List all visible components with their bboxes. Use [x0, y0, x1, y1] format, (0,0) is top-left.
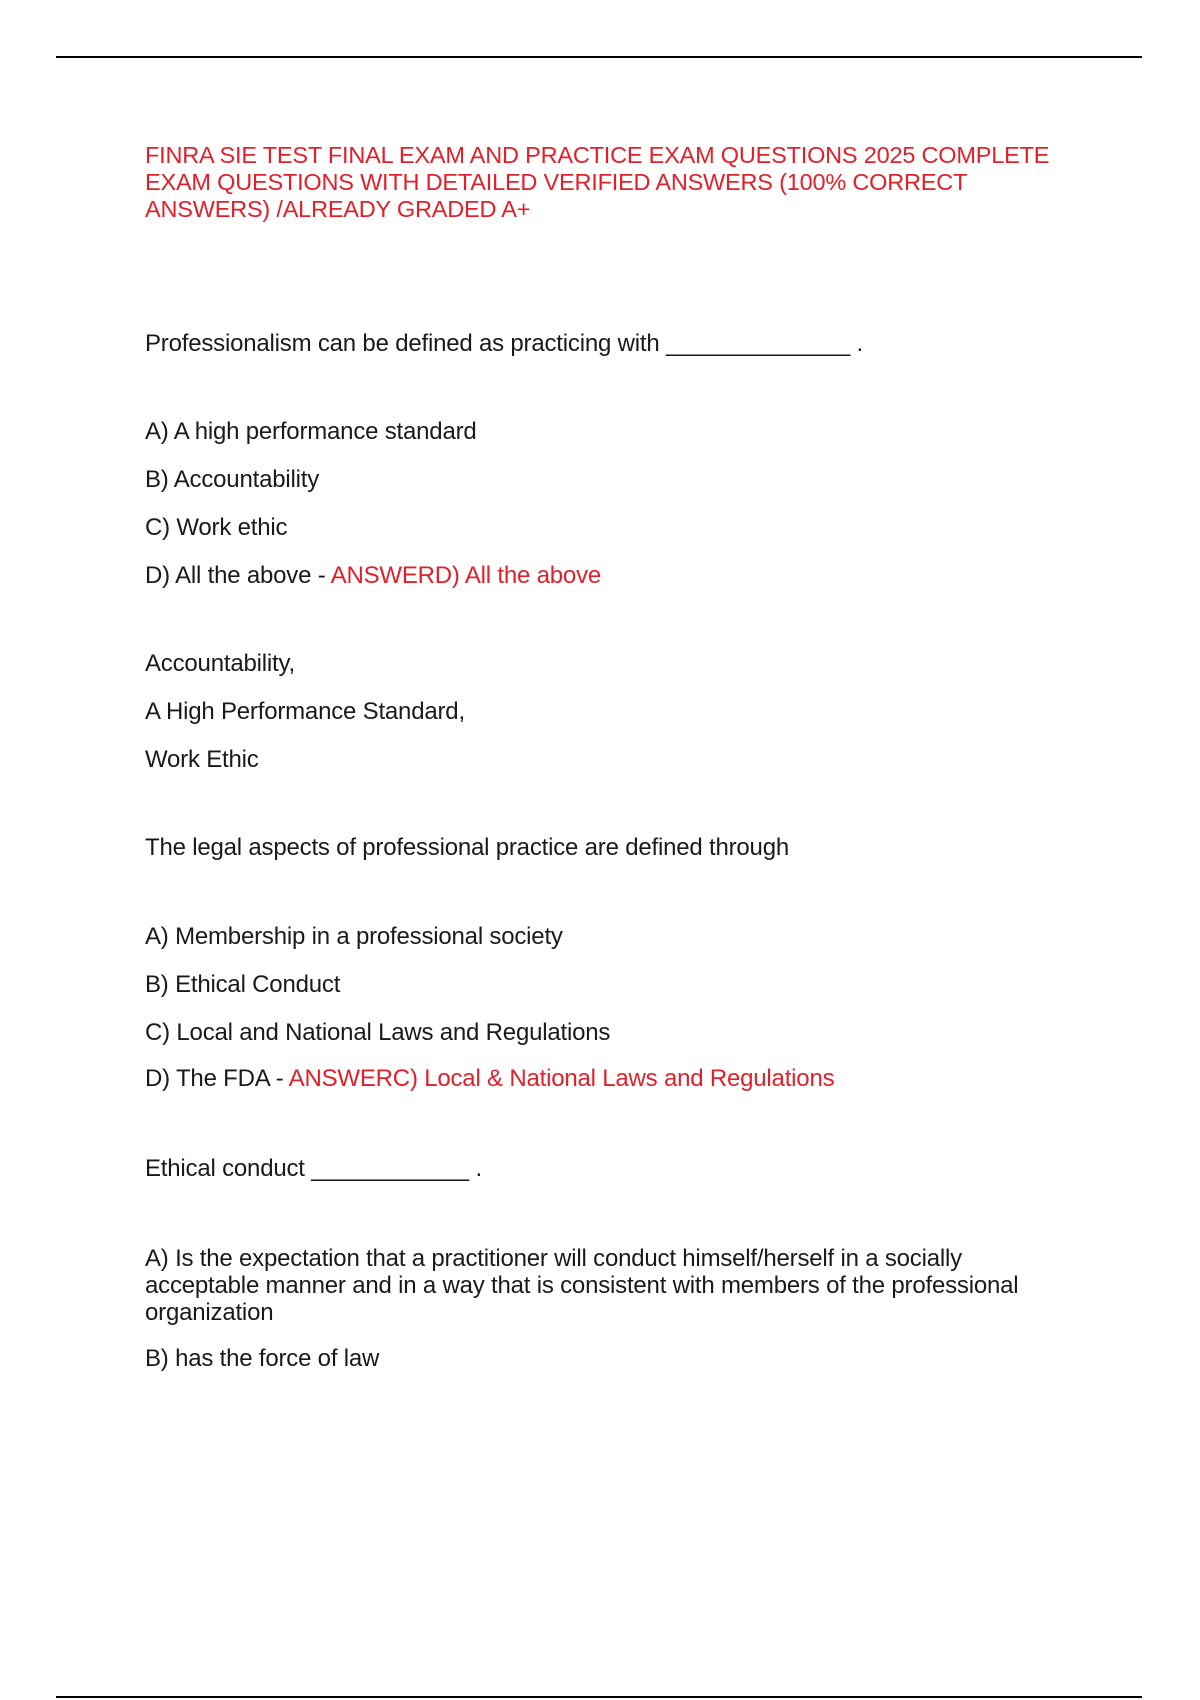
q2-answer: ANSWERC) Local & National Laws and Regulations: [288, 1065, 835, 1092]
question-3-text: Ethical conduct ____________ .: [145, 1155, 482, 1182]
q3-option-a: A) Is the expectation that a practitioner will conduct himself/herself in a socially acceptable manner and in a way that is consistent with members of the professional organization: [145, 1245, 1019, 1326]
document-body: [145, 142, 1075, 1373]
q1-note-2: A High Performance Standard,: [145, 698, 465, 725]
q1-option-d-label: D) All the above -: [145, 562, 331, 589]
q2-option-c: C) Local and National Laws and Regulations: [145, 1019, 611, 1046]
q2-option-b: B) Ethical Conduct: [145, 971, 341, 998]
question-1-text: Professionalism can be defined as practicing with ______________ .: [145, 330, 863, 357]
q2-option-d: [145, 1065, 1075, 1093]
top-rule: [56, 56, 1142, 58]
q2-option-a: A) Membership in a professional society: [145, 923, 563, 950]
question-2-text: The legal aspects of professional practice are defined through: [145, 834, 790, 861]
q3-option-b: B) has the force of law: [145, 1345, 380, 1372]
bottom-rule: [56, 1696, 1142, 1698]
q1-option-b: B) Accountability: [145, 466, 320, 493]
q1-option-d: [145, 562, 1075, 590]
q1-note-1: Accountability,: [145, 650, 295, 677]
q1-option-a: A) A high performance standard: [145, 418, 477, 445]
q1-note-3: Work Ethic: [145, 746, 259, 773]
q1-answer: ANSWERD) All the above: [330, 562, 602, 589]
q1-option-c: C) Work ethic: [145, 514, 288, 541]
q2-option-d-label: D) The FDA -: [145, 1065, 289, 1092]
document-title: FINRA SIE TEST FINAL EXAM AND PRACTICE EXAM QUESTIONS 2025 COMPLETE EXAM QUESTIONS WITH DETAILED VERIFIED ANSWERS (100% CORRECT ANSWERS) /ALREADY GRADED A+: [145, 142, 1050, 222]
